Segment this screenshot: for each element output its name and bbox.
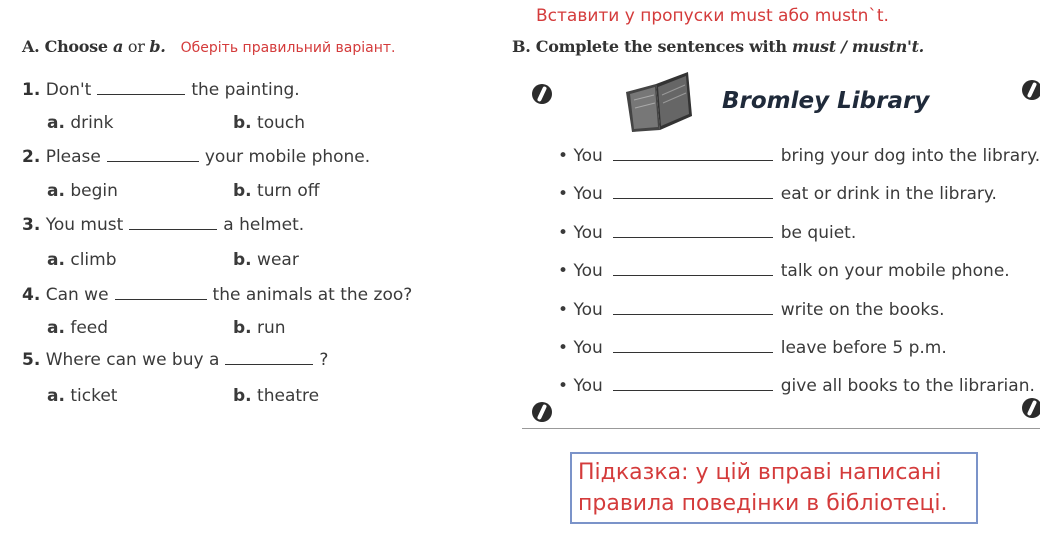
answer-blank[interactable] [115,287,207,300]
answer-blank[interactable] [613,225,773,238]
question-number: 2. [22,147,41,167]
option-text: run [257,318,286,338]
question-4 [22,285,412,305]
question-text-before: Can we [45,285,109,305]
section-a-title-b: b. [149,37,166,56]
library-title: Bromley Library [722,88,930,114]
bullet: • [558,146,569,166]
option-text: wear [257,250,299,270]
pin-icon [532,402,552,422]
sentence-rest: leave before 5 p.m. [780,338,947,358]
answer-blank[interactable] [613,148,773,161]
question-text-before: Please [45,147,101,167]
sentence-subject: You [573,376,603,396]
sentence-subject: You [573,146,603,166]
sentence-rest: bring your dog into the library. [780,146,1040,166]
section-b-header [512,37,924,56]
sentence-subject: You [573,261,603,281]
question-text-after: a helmet. [223,215,305,235]
sentence-6 [558,338,947,358]
option-3a[interactable] [47,250,117,270]
option-5b[interactable] [233,386,319,406]
bullet: • [558,300,569,320]
section-divider [522,428,1040,429]
question-3 [22,215,304,235]
sentence-1 [558,146,1040,166]
hint-line-1: Підказка: у цій вправі написані [578,460,942,485]
bullet: • [558,223,569,243]
section-a-title-or: or [123,37,150,56]
question-2 [22,147,370,167]
option-label: a. [47,318,65,338]
option-4a[interactable] [47,318,108,338]
pin-icon [1022,80,1040,100]
question-text-before: Don't [45,80,92,100]
sentence-subject: You [573,338,603,358]
question-number: 4. [22,285,41,305]
sentence-rest: give all books to the librarian. [780,376,1035,396]
answer-blank[interactable] [225,352,313,365]
question-text-before: You must [45,215,124,235]
section-a-header [22,37,395,56]
answer-blank[interactable] [613,302,773,315]
hint-line-2: правила поведінки в бібліотеці. [578,491,948,516]
option-text: touch [257,113,306,133]
sentence-2 [558,184,997,204]
question-text-before: Where can we buy a [45,350,220,370]
option-5a[interactable] [47,386,117,406]
question-number: 3. [22,215,41,235]
answer-blank[interactable] [613,263,773,276]
sentence-4 [558,261,1010,281]
section-b-title-words: must / mustn't. [792,37,924,56]
question-5 [22,350,328,370]
option-2b[interactable] [233,181,319,201]
question-text-after: the animals at the zoo? [212,285,413,305]
question-text-after: your mobile phone. [204,147,371,167]
option-label: b. [233,250,252,270]
option-label: b. [233,386,252,406]
section-a-title-prefix: A. Choose [22,37,114,56]
sentence-rest: eat or drink in the library. [780,184,997,204]
option-label: b. [233,113,252,133]
bullet: • [558,376,569,396]
option-label: a. [47,250,65,270]
option-text: ticket [70,386,118,406]
question-text-after: the painting. [191,80,300,100]
sentence-rest: be quiet. [780,223,857,243]
answer-blank[interactable] [613,186,773,199]
sentence-subject: You [573,300,603,320]
option-text: climb [70,250,117,270]
option-text: feed [70,318,109,338]
option-1b[interactable] [233,113,305,133]
option-label: b. [233,181,252,201]
option-3b[interactable] [233,250,299,270]
question-number: 5. [22,350,41,370]
sentence-rest: write on the books. [780,300,945,320]
sentence-5 [558,300,944,320]
sentence-rest: talk on your mobile phone. [780,261,1010,281]
book-icon [622,70,696,134]
answer-blank[interactable] [613,378,773,391]
section-a-title-a: a [113,37,124,56]
section-a-instruction: Оберіть правильний варіант. [180,40,396,56]
option-label: a. [47,386,65,406]
bullet: • [558,261,569,281]
option-label: a. [47,113,65,133]
sentence-subject: You [573,184,603,204]
sentence-3 [558,223,856,243]
question-number: 1. [22,80,41,100]
option-text: begin [70,181,118,201]
top-instruction-note: Вставити у пропуски must або mustn`t. [536,6,889,26]
pin-icon [532,84,552,104]
bullet: • [558,338,569,358]
answer-blank[interactable] [613,340,773,353]
section-b-title-prefix: B. Complete the sentences with [512,37,793,56]
option-text: theatre [257,386,320,406]
option-4b[interactable] [233,318,286,338]
option-label: a. [47,181,65,201]
question-text-after: ? [319,350,329,370]
option-text: drink [70,113,114,133]
pin-icon [1022,398,1040,418]
option-text: turn off [257,181,320,201]
option-1a[interactable] [47,113,113,133]
option-label: b. [233,318,252,338]
answer-blank[interactable] [97,82,185,95]
hint-box [570,452,978,524]
answer-blank[interactable] [107,149,199,162]
sentence-7 [558,376,1035,396]
option-2a[interactable] [47,181,118,201]
answer-blank[interactable] [129,217,217,230]
question-1 [22,80,300,100]
sentence-subject: You [573,223,603,243]
bullet: • [558,184,569,204]
